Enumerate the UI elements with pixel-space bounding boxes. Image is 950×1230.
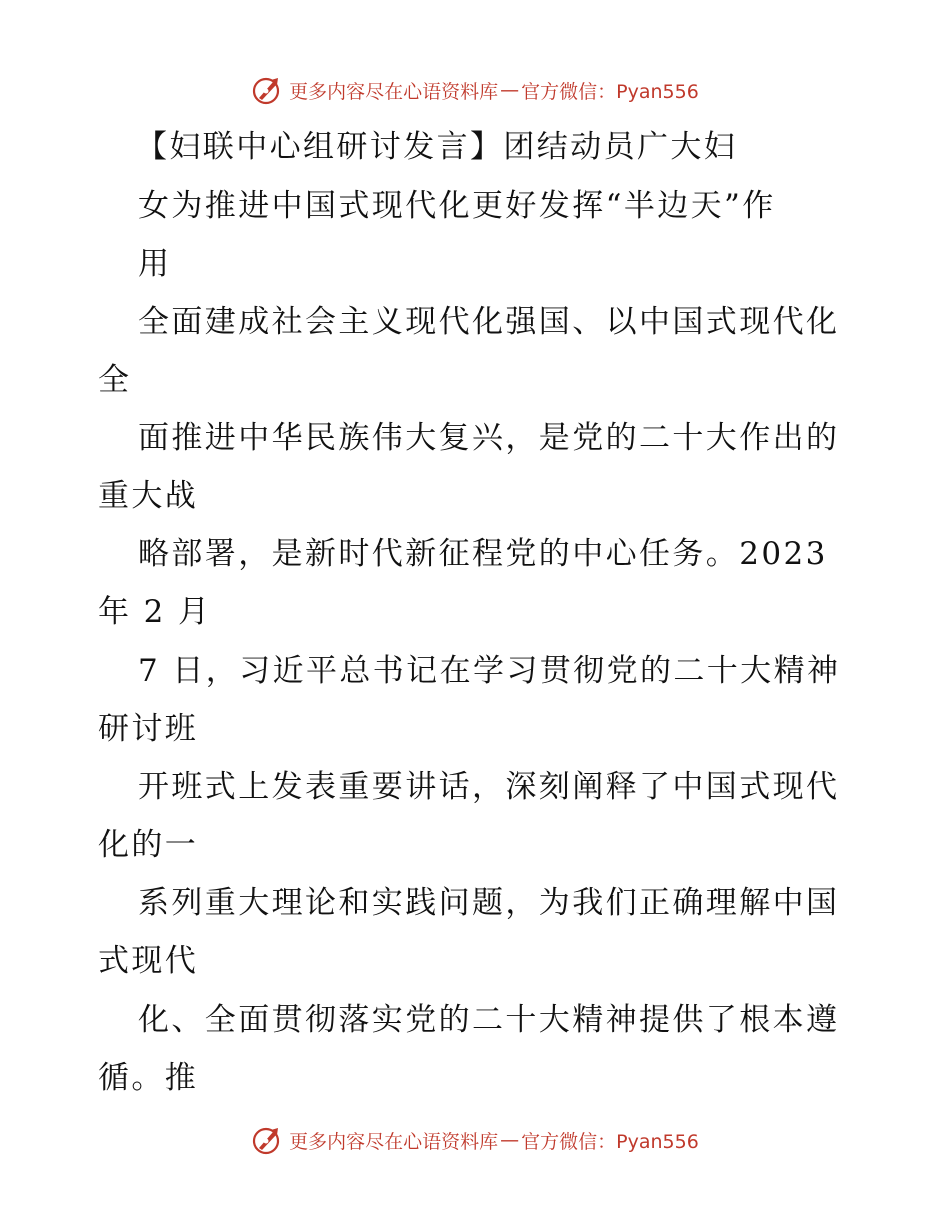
body-line: 研讨班: [98, 711, 199, 747]
title-line-1: 【妇联中心组研讨发言】团结动员广大妇: [136, 129, 738, 165]
quill-logo-icon: [251, 74, 283, 106]
header-contact-text: 官方微信：Pyan556: [521, 80, 699, 103]
body-line: 年 2 月: [98, 594, 212, 630]
body-line: 系列重大理论和实践问题，为我们正确理解中国: [138, 885, 840, 921]
body-line: 全: [98, 362, 132, 398]
quill-logo-icon: [251, 1124, 283, 1156]
title-line-2: 女为推进中国式现代化更好发挥“半边天”作: [138, 188, 776, 224]
body-line: 重大战: [98, 478, 199, 514]
footer-contact-text: 官方微信：Pyan556: [521, 1130, 699, 1153]
body-line: 7 日，习近平总书记在学习贯彻党的二十大精神: [138, 653, 841, 689]
body-line: 略部署，是新时代新征程党的中心任务。2023: [138, 536, 828, 572]
body-line: 化的一: [98, 827, 199, 863]
title-line-3: 用: [138, 246, 172, 282]
header-watermark: [0, 72, 950, 108]
body-line: 化、全面贯彻落实党的二十大精神提供了根本遵: [138, 1002, 840, 1038]
header-brand-text: 更多内容尽在心语资料库: [289, 80, 499, 103]
footer-watermark: [0, 1122, 950, 1158]
footer-brand-text: 更多内容尽在心语资料库: [289, 1130, 499, 1153]
body-line: 面推进中华民族伟大复兴，是党的二十大作出的: [138, 420, 840, 456]
header-dash: —: [500, 79, 520, 101]
body-line: 全面建成社会主义现代化强国、以中国式现代化: [138, 304, 840, 340]
footer-dash: —: [500, 1129, 520, 1151]
body-line: 式现代: [98, 943, 199, 979]
body-line: 循。推: [98, 1060, 199, 1096]
body-line: 开班式上发表重要讲话，深刻阐释了中国式现代: [138, 769, 840, 805]
